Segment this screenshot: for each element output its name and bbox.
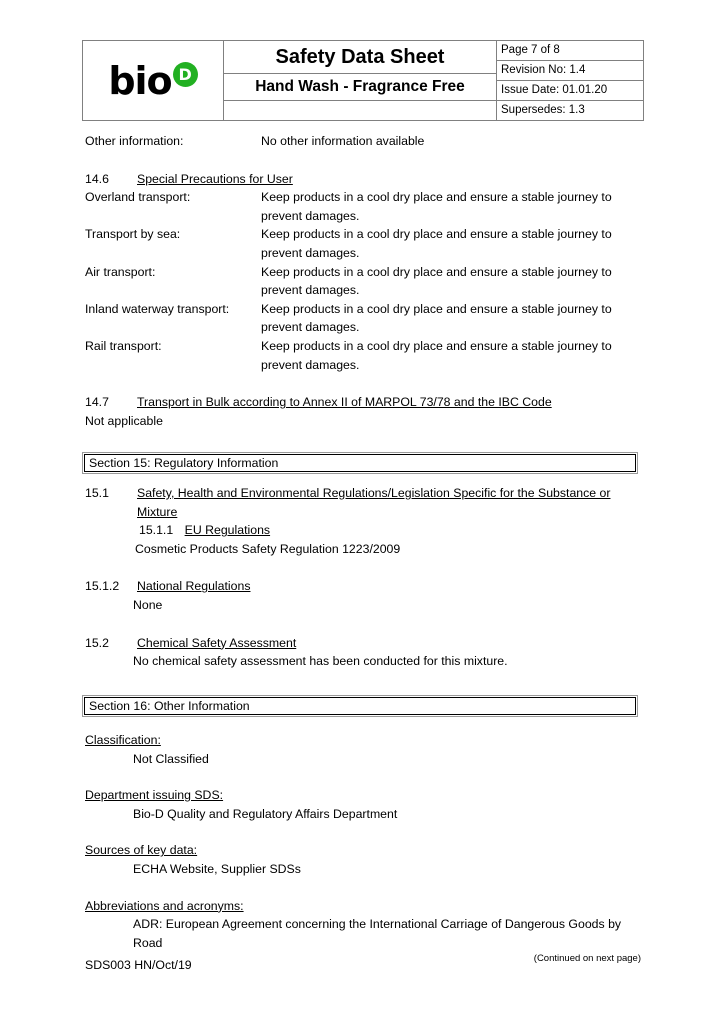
- clause-14-7-title: Transport in Bulk according to Annex II of MARPOL 73/78 and the IBC Code: [137, 395, 552, 410]
- clause-15-1-2-value: None: [133, 597, 163, 612]
- sources-value: ECHA Website, Supplier SDSs: [133, 861, 301, 876]
- title-cell: [224, 41, 497, 121]
- abbreviations-label: Abbreviations and acronyms:: [85, 898, 244, 913]
- section-16-content: [85, 731, 641, 966]
- clause-14-7-number: 14.7: [85, 395, 109, 410]
- spacer: [85, 768, 641, 786]
- bio-d-logo: [108, 58, 197, 103]
- transport-value: Keep products in a cool dry place and ensure a stable journey to prevent damages.: [261, 301, 612, 335]
- table-row: [85, 263, 641, 300]
- transport-label: Rail transport:: [85, 338, 162, 353]
- transport-label: Air transport:: [85, 264, 156, 279]
- clause-14-6-number: 14.6: [85, 171, 109, 186]
- meta-revision-no: Revision No: 1.4: [497, 61, 644, 81]
- spacer: [85, 879, 641, 897]
- product-name: Hand Wash - Fragrance Free: [224, 74, 496, 101]
- logo-wordmark: bio: [108, 58, 172, 103]
- clause-15-1-2-title: National Regulations: [137, 579, 251, 594]
- continued-note: (Continued on next page): [533, 953, 641, 965]
- clause-15-2-title: Chemical Safety Assessment: [137, 635, 297, 650]
- spacer: [85, 558, 641, 577]
- clause-15-1-2-heading: [85, 577, 641, 596]
- section-16-label: Section 16: Other Information: [84, 697, 636, 715]
- meta-issue-date: Issue Date: 01.01.20: [497, 81, 644, 101]
- clause-14-7-value: Not applicable: [85, 413, 163, 428]
- other-information-row: [85, 132, 641, 151]
- section-15-content: [85, 484, 641, 671]
- sources-label: Sources of key data:: [85, 843, 198, 858]
- clause-14-6-heading: [85, 170, 641, 189]
- other-information-value: No other information available: [261, 134, 425, 148]
- table-row: [85, 337, 641, 374]
- clause-15-1-1-title: EU Regulations: [184, 523, 271, 538]
- transport-label: Inland waterway transport:: [85, 301, 230, 316]
- transport-value: Keep products in a cool dry place and ensure a stable journey to prevent damages.: [261, 264, 612, 298]
- clause-15-1-2-number: 15.1.2: [85, 579, 120, 594]
- classification-label: Classification:: [85, 733, 161, 747]
- clause-15-1-1-value: Cosmetic Products Safety Regulation 1223/2009: [135, 541, 401, 556]
- logo-cell: [83, 41, 224, 121]
- transport-value: Keep products in a cool dry place and ensure a stable journey to prevent damages.: [261, 338, 612, 372]
- transport-section: [85, 132, 641, 430]
- clause-15-1-title: Safety, Health and Environmental Regulations/Legislation Specific for the Substance or Mixture: [137, 486, 611, 519]
- title-spacer: [224, 101, 496, 120]
- clause-15-1-1-heading: [85, 521, 641, 540]
- section-15-label: Section 15: Regulatory Information: [84, 454, 636, 472]
- clause-15-2-number: 15.2: [85, 635, 109, 650]
- clause-15-2-heading: [85, 634, 641, 653]
- spacer: [85, 823, 641, 841]
- department-value: Bio-D Quality and Regulatory Affairs Department: [133, 806, 398, 821]
- document-title: Safety Data Sheet: [224, 42, 496, 74]
- table-row: [85, 188, 641, 225]
- transport-label: Transport by sea:: [85, 227, 181, 242]
- clause-15-2-value: No chemical safety assessment has been conducted for this mixture.: [133, 654, 508, 669]
- clause-15-1-heading: [85, 484, 641, 521]
- spacer: [85, 615, 641, 634]
- clause-15-1-1-number: 15.1.1: [139, 523, 174, 538]
- department-label: Department issuing SDS:: [85, 788, 224, 803]
- table-row: [85, 300, 641, 337]
- clause-15-1-number: 15.1: [85, 486, 109, 500]
- classification-value: Not Classified: [133, 751, 209, 766]
- footer-doc-reference: SDS003 HN/Oct/19: [85, 958, 192, 972]
- logo-d-badge-icon: D: [173, 62, 198, 87]
- document-header-table: [82, 40, 644, 121]
- transport-label: Overland transport:: [85, 190, 191, 205]
- transport-value: Keep products in a cool dry place and ensure a stable journey to prevent damages.: [261, 190, 612, 223]
- meta-page-number: Page 7 of 8: [497, 41, 644, 61]
- other-information-label: Other information:: [85, 134, 184, 148]
- spacer: [85, 374, 641, 393]
- section-16-header-bar: [82, 695, 638, 717]
- clause-14-6-title: Special Precautions for User: [137, 171, 293, 186]
- meta-supersedes: Supersedes: 1.3: [497, 101, 644, 121]
- section-15-header-bar: [82, 452, 638, 474]
- table-row: [85, 225, 641, 262]
- clause-14-7-heading: [85, 393, 641, 412]
- transport-value: Keep products in a cool dry place and ensure a stable journey to prevent damages.: [261, 227, 612, 260]
- abbreviations-value: ADR: European Agreement concerning the International Carriage of Dangerous Goods by Road: [133, 917, 622, 950]
- spacer: [85, 151, 641, 170]
